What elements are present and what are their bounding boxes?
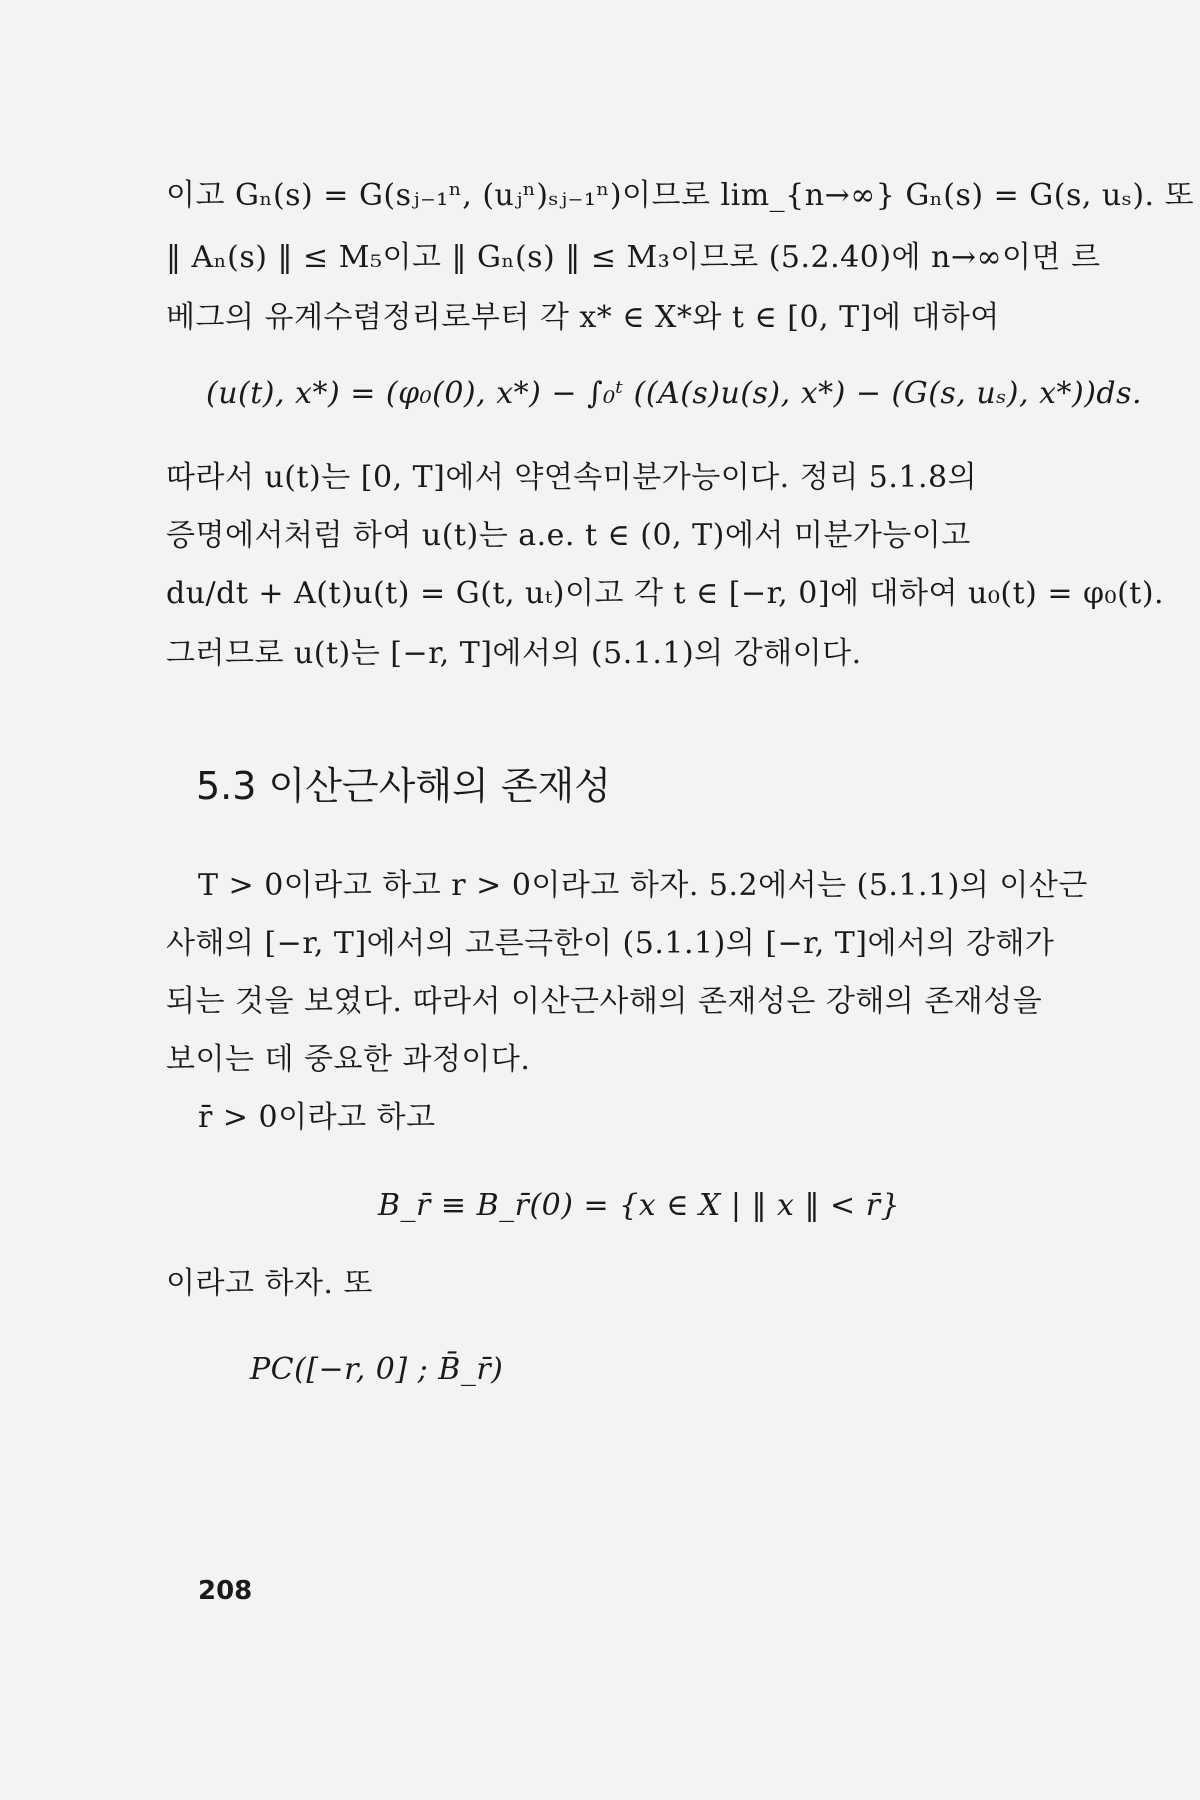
text-line: 이라고 하자. 또 [166,1266,373,1301]
text-line: 되는 것을 보였다. 따라서 이산근사해의 존재성은 강해의 존재성을 [166,984,1043,1019]
text-line: r̄ > 0이라고 하고 [198,1100,436,1135]
text-line: 보이는 데 중요한 과정이다. [166,1042,531,1077]
display-equation: (u(t), x*) = (φ₀(0), x*) − ∫₀ᵗ ((A(s)u(s), x*) − (G(s, uₛ), x*))ds. [206,376,1143,411]
section-heading: 5.3 이산근사해의 존재성 [196,764,611,808]
text-line: 따라서 u(t)는 [0, T]에서 약연속미분가능이다. 정리 5.1.8의 [166,460,978,495]
text-line: 사해의 [−r, T]에서의 고른극한이 (5.1.1)의 [−r, T]에서의 강해가 [166,926,1055,961]
text-line: ‖ Aₙ(s) ‖ ≤ M₅이고 ‖ Gₙ(s) ‖ ≤ M₃이므로 (5.2.40)에 n→∞이면 르 [166,240,1101,275]
display-equation: PC([−r, 0] ; B̄_r̄) [250,1352,504,1387]
text-line: du/dt + A(t)u(t) = G(t, uₜ)이고 각 t ∈ [−r, 0]에 대하여 u₀(t) = φ₀(t). [166,576,1165,611]
text-line: 그러므로 u(t)는 [−r, T]에서의 (5.1.1)의 강해이다. [166,636,862,671]
text-line: 증명에서처럼 하여 u(t)는 a.e. t ∈ (0, T)에서 미분가능이고 [166,518,971,553]
text-line: 이고 Gₙ(s) = G(sⱼ₋₁ⁿ, (uⱼⁿ)ₛⱼ₋₁ⁿ)이므로 lim_{n→∞} Gₙ(s) = G(s, uₛ). 또 [166,178,1195,213]
text-line: T > 0이라고 하고 r > 0이라고 하자. 5.2에서는 (5.1.1)의 이산근 [198,868,1088,903]
page-number: 208 [198,1576,253,1606]
text-line: 베그의 유계수렴정리로부터 각 x* ∈ X*와 t ∈ [0, T]에 대하여 [166,300,1000,335]
display-equation: B_r̄ ≡ B_r̄(0) = {x ∈ X | ‖ x ‖ < r̄} [378,1188,901,1223]
